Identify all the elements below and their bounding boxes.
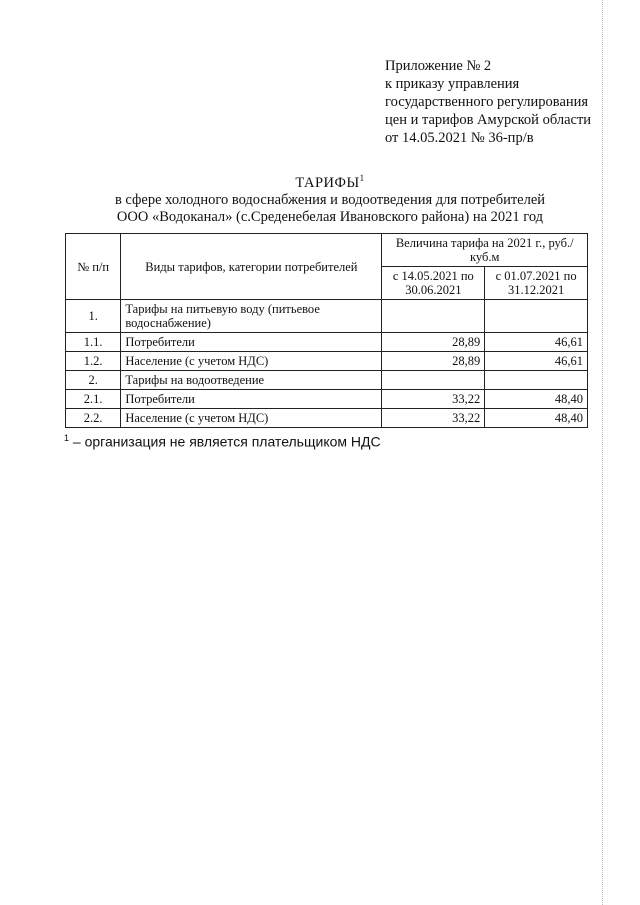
row-value-1: 33,22 [382, 390, 485, 409]
row-num: 1. [66, 300, 121, 333]
row-kind: Тарифы на водоотведение [121, 371, 382, 390]
title-footnote-mark: 1 [359, 173, 365, 183]
table-row [66, 371, 588, 390]
appendix-line: государственного регулирования [385, 94, 589, 110]
table-row [66, 409, 588, 428]
row-value-2 [485, 300, 588, 333]
row-kind: Тарифы на питьевую воду (питьевое водоснабжение) [121, 300, 382, 333]
header-period-2: с 01.07.2021 по 31.12.2021 [485, 267, 588, 300]
appendix-line: цен и тарифов Амурской области [385, 112, 592, 128]
row-value-1: 28,89 [382, 333, 485, 352]
appendix-line: к приказу управления [385, 76, 520, 92]
row-kind: Население (с учетом НДС) [121, 409, 382, 428]
row-kind: Потребители [121, 390, 382, 409]
header-kind: Виды тарифов, категории потребителей [121, 234, 382, 300]
appendix-line: от 14.05.2021 № 36-пр/в [385, 130, 534, 146]
table-row [66, 390, 588, 409]
row-num: 2.2. [66, 409, 121, 428]
appendix-block [385, 57, 605, 147]
row-value-2: 48,40 [485, 409, 588, 428]
row-value-2: 46,61 [485, 352, 588, 371]
row-num: 2. [66, 371, 121, 390]
appendix-line: Приложение № 2 [385, 58, 492, 74]
header-num: № п/п [66, 234, 121, 300]
table-header-row [66, 234, 588, 267]
row-kind: Население (с учетом НДС) [121, 352, 382, 371]
row-value-2: 46,61 [485, 333, 588, 352]
row-value-1 [382, 371, 485, 390]
document-title [60, 170, 600, 226]
header-period-1: с 14.05.2021 по 30.06.2021 [382, 267, 485, 300]
table-row [66, 300, 588, 333]
row-num: 2.1. [66, 390, 121, 409]
header-value-group: Величина тарифа на 2021 г., руб./куб.м [382, 234, 588, 267]
footnote-mark: 1 [64, 433, 70, 443]
table-row [66, 352, 588, 371]
row-value-2: 48,40 [485, 390, 588, 409]
title-line-1: в сфере холодного водоснабжения и водоотведения для потребителей [114, 191, 546, 208]
row-value-1: 28,89 [382, 352, 485, 371]
row-kind: Потребители [121, 333, 382, 352]
row-num: 1.1. [66, 333, 121, 352]
title-line-2: ООО «Водоканал» (с.Среденебелая Ивановского района) на 2021 год [116, 208, 544, 225]
footnote-text: – организация не является плательщиком НДС [69, 433, 381, 450]
tariffs-table [65, 233, 588, 428]
row-value-1 [382, 300, 485, 333]
title-main [60, 170, 600, 192]
row-value-1: 33,22 [382, 409, 485, 428]
table-row [66, 333, 588, 352]
row-value-2 [485, 371, 588, 390]
footnote [64, 433, 381, 450]
row-num: 1.2. [66, 352, 121, 371]
title-text: ТАРИФЫ [295, 174, 360, 191]
